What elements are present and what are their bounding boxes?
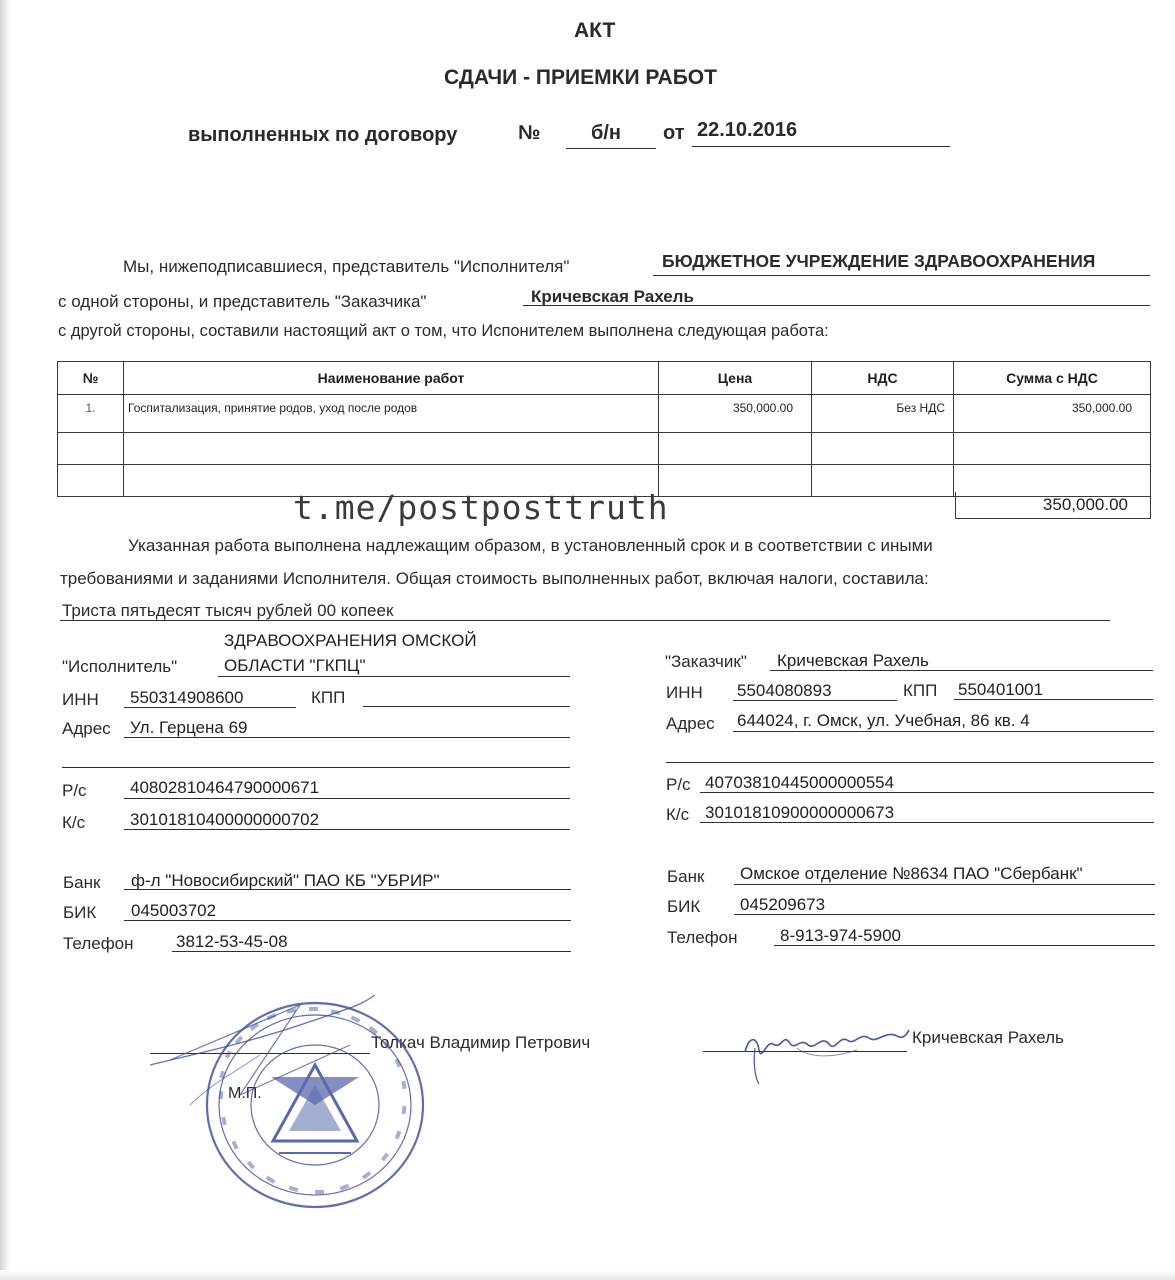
executor-phone-underline <box>172 951 571 952</box>
contract-number: б/н <box>591 122 621 144</box>
executor-address-label: Адрес <box>62 719 111 738</box>
summary-line-1: Указанная работа выполнена надлежащим образом, в установленный срок и в соответствии с иными <box>128 536 933 555</box>
executor-bik-underline <box>124 920 571 921</box>
executor-bank-underline <box>124 889 571 890</box>
cell-num <box>58 465 124 497</box>
cell-num: 1. <box>58 395 124 433</box>
executor-ks-underline <box>124 829 570 830</box>
executor-rs-label: Р/с <box>62 781 87 800</box>
executor-name-line-2: ОБЛАСТИ "ГКПЦ" <box>224 656 366 675</box>
intro-line-3: с другой стороны, составили настоящий акт о том, что Испонителем выполнена следующая работа: <box>58 322 829 340</box>
executor-inn-label: ИНН <box>62 690 99 709</box>
customer-name-underline <box>770 670 1153 671</box>
executor-inn: 550314908600 <box>130 688 244 707</box>
customer-phone: 8-913-974-5900 <box>780 926 901 945</box>
col-header-sum: Сумма с НДС <box>954 362 1151 395</box>
customer-signatory-name: Кричевская Рахель <box>912 1028 1064 1047</box>
customer-phone-underline <box>774 945 1155 946</box>
summary-line-2: требованиями и заданиями Исполнителя. Общая стоимость выполненных работ, включая налоги, составила: <box>60 569 929 588</box>
customer-address-underline <box>733 731 1154 732</box>
customer-inn-label: ИНН <box>666 683 703 702</box>
cell-vat: Без НДС <box>812 395 954 433</box>
executor-bik: 045003702 <box>131 901 217 920</box>
cell-sum: 350,000.00 <box>954 395 1151 433</box>
customer-name: Кричевская Рахель <box>777 651 929 670</box>
table-row <box>58 433 1151 465</box>
customer-bank: Омское отделение №8634 ПАО "Сбербанк" <box>740 864 1083 883</box>
executor-address-underline-2 <box>62 767 570 768</box>
executor-org-name: БЮДЖЕТНОЕ УЧРЕЖДЕНИЕ ЗДРАВООХРАНЕНИЯ <box>662 251 1096 271</box>
cell-vat <box>812 465 954 497</box>
intro-line-2: с одной стороны, и представитель "Заказчика" <box>58 292 427 311</box>
executor-bank: ф-л "Новосибирский" ПАО КБ "УБРИР" <box>131 871 440 890</box>
executor-name-line-1: ЗДРАВООХРАНЕНИЯ ОМСКОЙ <box>224 631 477 650</box>
cell-price <box>659 433 812 465</box>
customer-address-underline-2 <box>666 762 1154 763</box>
executor-bank-label: Банк <box>63 873 101 892</box>
contract-date-prefix: от <box>663 122 685 144</box>
scan-edge-shadow <box>0 0 12 1280</box>
cell-name <box>124 433 659 465</box>
customer-label: "Заказчик" <box>665 652 747 671</box>
executor-label: "Исполнитель" <box>62 657 178 676</box>
executor-rs: 40802810464790000671 <box>130 778 320 797</box>
cell-price: 350,000.00 <box>659 395 812 433</box>
doc-title: АКТ <box>574 19 616 42</box>
executor-address: Ул. Герцена 69 <box>130 718 248 737</box>
amount-underline <box>60 620 1110 621</box>
executor-underline <box>653 275 1150 276</box>
customer-rs-label: Р/с <box>666 775 691 794</box>
contract-prefix: выполненных по договору <box>188 124 458 146</box>
executor-kpp-label: КПП <box>311 688 346 707</box>
contract-no-underline <box>566 148 656 149</box>
amount-in-words: Триста пятьдесят тысяч рублей 00 копеек <box>62 601 394 620</box>
customer-inn: 5504080893 <box>737 681 832 700</box>
customer-ks-underline <box>700 822 1154 823</box>
contract-no-sign: № <box>518 122 541 144</box>
customer-inn-underline <box>733 700 897 701</box>
executor-ks-label: К/с <box>62 813 86 832</box>
customer-kpp: 550401001 <box>958 680 1044 699</box>
customer-bik-underline <box>734 914 1155 915</box>
executor-signatory-name: Толкач Владимир Петрович <box>371 1033 591 1052</box>
customer-kpp-label: КПП <box>903 681 938 700</box>
col-header-name: Наименование работ <box>124 362 659 395</box>
doc-subtitle: СДАЧИ - ПРИЕМКИ РАБОТ <box>444 66 717 89</box>
cell-name: Госпитализация, принятие родов, уход после родов <box>124 395 659 433</box>
customer-kpp-underline <box>954 699 1153 700</box>
table-row <box>58 395 1151 433</box>
stamp-place-label: М.П. <box>228 1085 262 1102</box>
cell-vat <box>812 433 954 465</box>
executor-inn-underline <box>124 707 296 708</box>
contract-date-underline <box>692 146 950 147</box>
customer-bik-label: БИК <box>667 897 701 916</box>
round-stamp-image <box>195 993 435 1213</box>
executor-bik-label: БИК <box>63 903 97 922</box>
table-total: 350,000.00 <box>955 492 1151 519</box>
col-header-vat: НДС <box>812 362 954 395</box>
col-header-num: № <box>58 362 124 395</box>
customer-underline <box>523 305 1150 306</box>
customer-ks: 30101810900000000673 <box>705 803 895 822</box>
executor-phone-label: Телефон <box>63 934 134 953</box>
executor-ks: 30101810400000000702 <box>130 810 320 829</box>
customer-phone-label: Телефон <box>667 928 738 947</box>
customer-address-label: Адрес <box>666 714 715 733</box>
cell-price <box>659 465 812 497</box>
col-header-price: Цена <box>659 362 812 395</box>
executor-phone: 3812-53-45-08 <box>176 932 288 951</box>
customer-bank-underline <box>734 884 1155 885</box>
executor-address-underline <box>124 737 570 738</box>
customer-rs-underline <box>700 792 1154 793</box>
customer-signature-image <box>737 1022 912 1092</box>
customer-bik: 045209673 <box>740 895 826 914</box>
cell-num <box>58 433 124 465</box>
intro-line-1: Мы, нижеподписавшиеся, представитель "Исполнителя" <box>123 257 570 276</box>
customer-address: 644024, г. Омск, ул. Учебная, 86 кв. 4 <box>737 711 1030 730</box>
cell-sum <box>954 433 1151 465</box>
table-header-row <box>58 362 1151 395</box>
works-table <box>57 361 1151 497</box>
customer-name-intro: Кричевская Рахель <box>531 287 694 306</box>
executor-kpp-underline <box>363 706 570 707</box>
executor-rs-underline <box>124 798 570 799</box>
executor-name-underline <box>218 676 570 677</box>
customer-bank-label: Банк <box>667 867 705 886</box>
customer-rs: 40703810445000000554 <box>705 773 895 792</box>
watermark-text: t.me/postposttruth <box>293 488 669 527</box>
customer-ks-label: К/с <box>666 805 690 824</box>
scan-edge-bottom <box>0 1270 1175 1280</box>
contract-date: 22.10.2016 <box>697 119 798 141</box>
